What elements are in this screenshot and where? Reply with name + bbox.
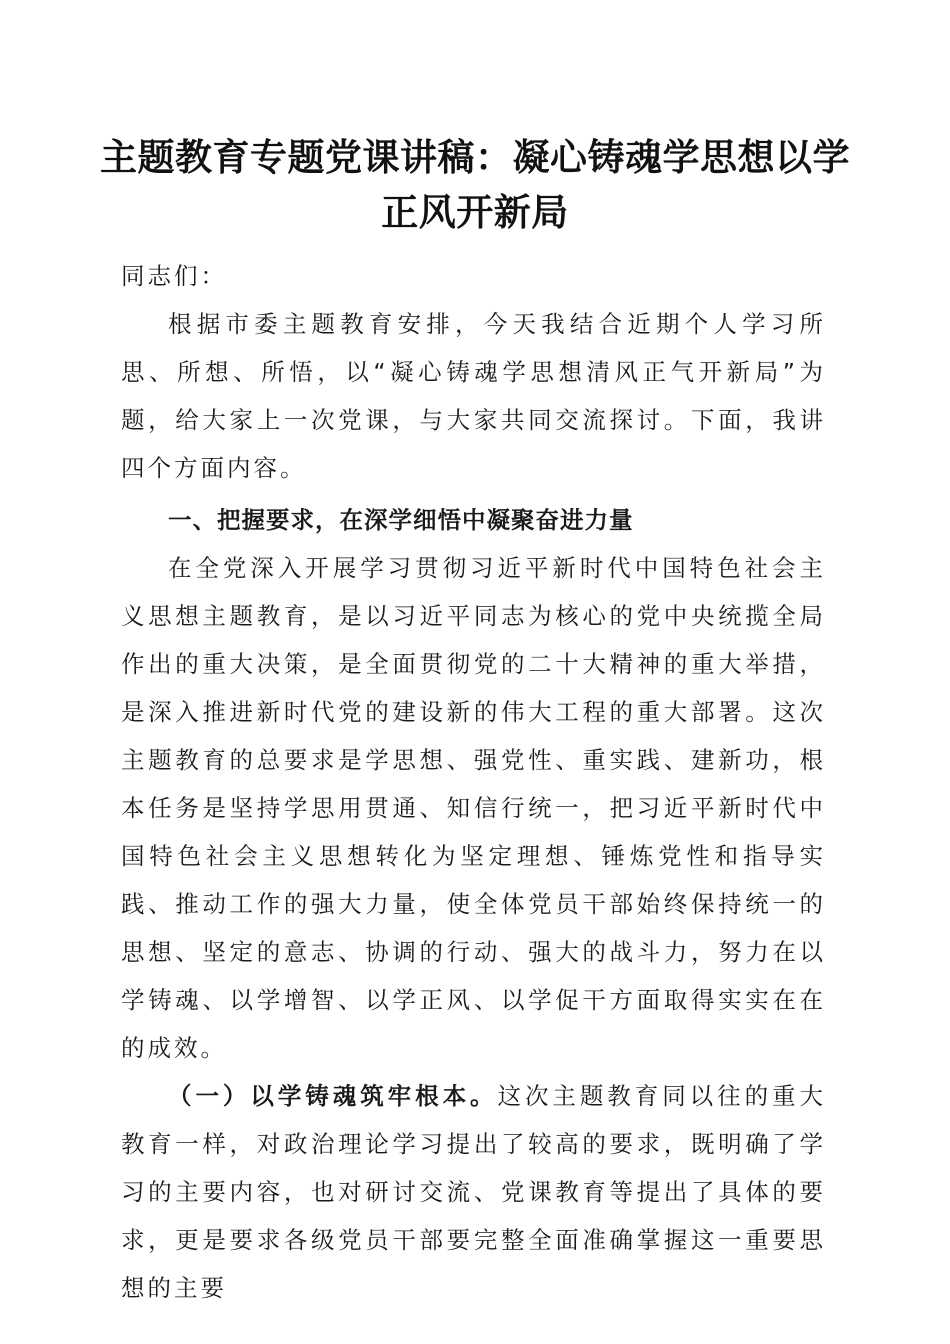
subsection-1-paragraph (121, 1072, 826, 1312)
section-1-paragraph: 在全党深入开展学习贯彻习近平新时代中国特色社会主义思想主题教育，是以习近平同志为核心的党中央统揽全局作出的重大决策，是全面贯彻党的二十大精神的重大举措，是深入推进新时代党的建设新的伟大工程的重大部署。这次主题教育的总要求是学思想、强党性、重实践、建新功，根本任务是坚持学思用贯通、知信行统一，把习近平新时代中国特色社会主义思想转化为坚定理想、锤炼党性和指导实践、推动工作的强大力量，使全体党员干部始终保持统一的思想、坚定的意志、协调的行动、强大的战斗力，努力在以学铸魂、以学增智、以学正风、以学促干方面取得实实在在的成效。 (121, 554, 826, 1062)
subsection-heading-1: （一）以学铸魂筑牢根本。 (168, 1082, 498, 1110)
intro-paragraph: 根据市委主题教育安排，今天我结合近期个人学习所思、所想、所悟，以“凝心铸魂学思想清风正气开新局”为题，给大家上一次党课，与大家共同交流探讨。下面，我讲四个方面内容。 (121, 310, 826, 482)
document-title: 主题教育专题党课讲稿：凝心铸魂学思想以学正风开新局 (100, 135, 850, 234)
subsection-1-text: 这次主题教育同以往的重大教育一样，对政治理论学习提出了较高的要求，既明确了学习的主要内容，也对研讨交流、党课教育等提出了具体的要求，更是要求各级党员干部要完整全面准确掌握这一重要思想的主要 (121, 1082, 827, 1302)
salutation: 同志们： (121, 262, 227, 290)
section-heading-1: 一、把握要求，在深学细悟中凝聚奋进力量 (168, 506, 634, 534)
document-body (121, 252, 826, 1312)
